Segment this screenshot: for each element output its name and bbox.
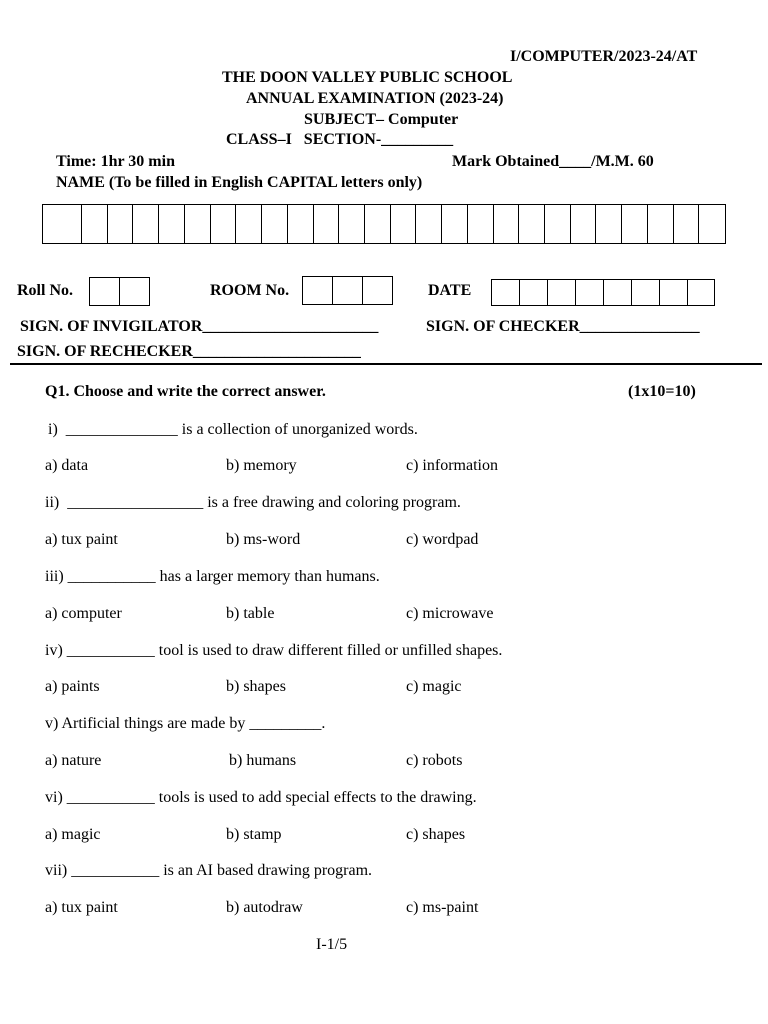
date-box[interactable] — [632, 280, 660, 305]
name-box[interactable] — [442, 205, 468, 243]
rechecker-signature: SIGN. OF RECHECKER_____________________ — [17, 343, 361, 360]
section-title: Q1. Choose and write the correct answer. — [45, 383, 326, 400]
room-no-boxes[interactable] — [302, 276, 393, 305]
date-box[interactable] — [660, 280, 688, 305]
option-b: b) humans — [229, 752, 297, 769]
time-line: Time: 1hr 30 min — [56, 153, 175, 170]
roll-no-boxes[interactable] — [89, 277, 150, 306]
name-box[interactable] — [339, 205, 365, 243]
date-boxes[interactable] — [491, 279, 715, 306]
name-box[interactable] — [545, 205, 571, 243]
name-box[interactable] — [596, 205, 622, 243]
name-box[interactable] — [468, 205, 494, 243]
question-text: vii) ___________ is an AI based drawing program. — [45, 862, 373, 879]
option-a: a) computer — [45, 605, 122, 622]
option-c: c) wordpad — [406, 531, 479, 548]
name-box[interactable] — [391, 205, 417, 243]
option-b: b) autodraw — [226, 899, 303, 916]
date-box[interactable] — [520, 280, 548, 305]
option-a: a) paints — [45, 678, 100, 695]
roll-no-label: Roll No. — [17, 282, 73, 299]
section-marks: (1x10=10) — [628, 383, 696, 400]
name-box[interactable] — [494, 205, 520, 243]
question-text: vi) ___________ tools is used to add special effects to the drawing. — [45, 789, 477, 806]
name-instruction: NAME (To be filled in English CAPITAL letters only) — [56, 174, 423, 191]
name-box[interactable] — [82, 205, 108, 243]
date-box[interactable] — [576, 280, 604, 305]
room-no-box[interactable] — [363, 277, 392, 304]
name-box[interactable] — [108, 205, 134, 243]
option-b: b) table — [226, 605, 275, 622]
option-b: b) stamp — [226, 826, 282, 843]
class-section-line: CLASS–I SECTION-_________ — [226, 131, 454, 148]
option-c: c) microwave — [406, 605, 494, 622]
name-boxes[interactable] — [42, 204, 726, 244]
name-box[interactable] — [622, 205, 648, 243]
roll-no-box[interactable] — [90, 278, 120, 305]
option-c: c) shapes — [406, 826, 466, 843]
option-a: a) data — [45, 457, 89, 474]
name-box[interactable] — [185, 205, 211, 243]
name-box[interactable] — [571, 205, 597, 243]
name-box[interactable] — [43, 205, 82, 243]
name-box[interactable] — [365, 205, 391, 243]
option-a: a) magic — [45, 826, 101, 843]
date-box[interactable] — [604, 280, 632, 305]
name-box[interactable] — [159, 205, 185, 243]
name-box[interactable] — [519, 205, 545, 243]
name-box[interactable] — [262, 205, 288, 243]
name-box[interactable] — [674, 205, 700, 243]
room-no-label: ROOM No. — [210, 282, 290, 299]
paper-code: I/COMPUTER/2023-24/AT — [510, 48, 698, 65]
date-label: DATE — [428, 282, 472, 299]
option-a: a) tux paint — [45, 899, 118, 916]
page-number: I-1/5 — [316, 936, 348, 953]
invigilator-signature: SIGN. OF INVIGILATOR______________________ — [20, 318, 379, 335]
question-text: ii) _________________ is a free drawing and coloring program. — [45, 494, 461, 511]
question-text: iv) ___________ tool is used to draw different filled or unfilled shapes. — [45, 642, 503, 659]
marks-line: Mark Obtained____/M.M. 60 — [452, 153, 654, 170]
date-box[interactable] — [688, 280, 714, 305]
name-box[interactable] — [211, 205, 237, 243]
name-box[interactable] — [699, 205, 725, 243]
date-box[interactable] — [548, 280, 576, 305]
name-box[interactable] — [648, 205, 674, 243]
option-b: b) shapes — [226, 678, 286, 695]
option-c: c) magic — [406, 678, 462, 695]
option-b: b) memory — [226, 457, 297, 474]
option-b: b) ms-word — [226, 531, 301, 548]
roll-no-box[interactable] — [120, 278, 149, 305]
room-no-box[interactable] — [333, 277, 363, 304]
checker-signature: SIGN. OF CHECKER_______________ — [426, 318, 700, 335]
room-no-box[interactable] — [303, 277, 333, 304]
option-c: c) information — [406, 457, 498, 474]
question-text: iii) ___________ has a larger memory than humans. — [45, 568, 380, 585]
question-text: v) Artificial things are made by _________. — [45, 715, 326, 732]
option-a: a) tux paint — [45, 531, 118, 548]
option-a: a) nature — [45, 752, 102, 769]
divider-line — [10, 363, 762, 365]
name-box[interactable] — [288, 205, 314, 243]
name-box[interactable] — [314, 205, 340, 243]
subject-line: SUBJECT– Computer — [304, 111, 459, 128]
question-text: i) ______________ is a collection of unorganized words. — [48, 421, 418, 438]
school-name: THE DOON VALLEY PUBLIC SCHOOL — [222, 69, 513, 86]
name-box[interactable] — [133, 205, 159, 243]
date-box[interactable] — [492, 280, 520, 305]
exam-title: ANNUAL EXAMINATION (2023-24) — [246, 90, 504, 107]
name-box[interactable] — [416, 205, 442, 243]
option-c: c) ms-paint — [406, 899, 479, 916]
option-c: c) robots — [406, 752, 463, 769]
name-box[interactable] — [236, 205, 262, 243]
